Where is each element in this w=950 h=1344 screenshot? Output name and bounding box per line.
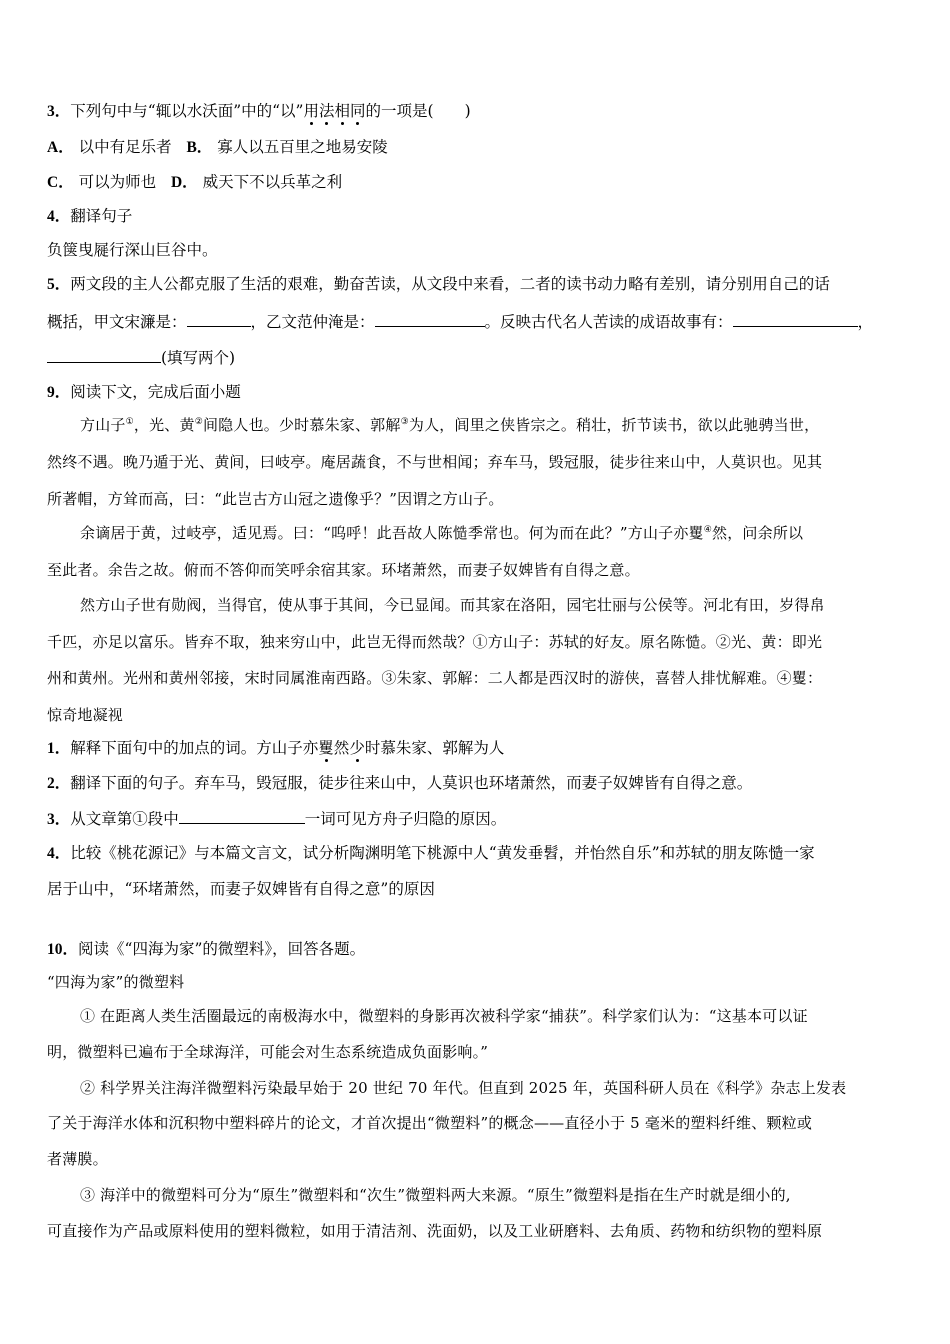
q4-number: 4． (47, 208, 71, 225)
q5-text-2b: ，乙文范仲淹是： (250, 313, 375, 331)
text-segment: 从文章第①段中 (70, 810, 179, 828)
sub-question-number: 2． (47, 775, 71, 792)
q9-title (47, 381, 910, 404)
q5-text-2c: 。反映古代名人苦读的成语故事有： (484, 313, 733, 331)
q9-passage-p3-line4: 惊奇地凝视 (47, 706, 124, 724)
dotted-char: 矍 (318, 739, 334, 757)
option-a-label: A． (47, 139, 74, 156)
q3-number: 3． (47, 103, 71, 120)
q9-sub2 (47, 772, 910, 795)
q10-p2-line3: 者薄膜。 (47, 1150, 108, 1168)
q5-text-3: (填写两个) (161, 349, 236, 367)
answer-blank[interactable] (375, 310, 485, 327)
text-segment: 间隐人也。少时慕朱家、郭解 (202, 416, 401, 434)
text-segment: 为人，闾里之侠皆宗之。稍壮，折节读书，欲以此驰骋当世， (408, 416, 820, 434)
q9-passage-p1-line1 (80, 414, 910, 436)
q9-sub4-line2: 居于山中，“环堵萧然，而妻子奴婢皆有自得之意”的原因 (47, 880, 435, 898)
q5-text-2d: ， (857, 313, 874, 331)
q5-line3 (47, 346, 910, 369)
text-segment: 翻译下面的句子。弃车马，毁冠服，徒步往来山中，人莫识也环堵萧然，而妻子奴婢皆有自得之意。 (70, 774, 753, 792)
footnote-marker: ① (125, 417, 134, 427)
q10-p3-line1: ③ 海洋中的微塑料可分为“原生”微塑料和“次生”微塑料两大来源。“原生”微塑料是指在生产时就是细小的, (80, 1186, 791, 1204)
answer-blank[interactable] (179, 807, 305, 824)
q5-text-1: 两文段的主人公都克服了生活的艰难，勤奋苦读，从文段中来看，二者的读书动力略有差别，请分别用自己的话 (70, 275, 830, 293)
answer-blank[interactable] (187, 310, 251, 327)
sub-question-number: 3． (47, 811, 71, 828)
q10-p2-line1: ② 科学界关注海洋微塑料污染最早始于 20 世纪 70 年代。但直到 2025 年，英国科研人员在《科学》杂志上发表 (80, 1079, 847, 1097)
q10-p2-line2: 了关于海洋水体和沉积物中塑料碎片的论文，才首次提出“微塑料”的概念——直径小于 5 毫米的塑料纤维、颗粒或 (47, 1114, 813, 1132)
q3-dotted-char: 法 (318, 102, 335, 120)
sub-question-number: 4． (47, 845, 71, 862)
q10-p3-line2: 可直接作为产品或原料使用的塑料微粒，如用于清洁剂、洗面奶，以及工业研磨料、去角质、药物和纺织物的塑料原 (47, 1222, 823, 1240)
text-segment: 余谪居于黄，过岐亭，适见焉。曰：“呜呼！此吾故人陈慥季常也。何为而在此？”方山子亦矍 (80, 524, 704, 542)
q5-line1 (47, 273, 910, 296)
q9-passage-p1-line3: 所著帽，方耸而高，曰：“此岂古方山冠之遗像乎？”因谓之方山子。 (47, 490, 504, 508)
option-d-text: 威天下不以兵革之利 (202, 173, 343, 191)
dotted-char: 少 (349, 739, 365, 757)
q9-passage-p1-line2: 然终不遇。晚乃遁于光、黄间，曰岐亭。庵居蔬食，不与世相闻；弃车马，毁冠服，徒步往来山中，人莫识也。见其 (47, 453, 823, 471)
q3-dotted-char: 相 (334, 102, 351, 120)
q5-line2 (47, 310, 910, 333)
q5-number: 5． (47, 276, 71, 293)
answer-blank[interactable] (733, 310, 858, 327)
q3-dotted-char: 用 (303, 102, 319, 120)
option-b-label: B． (186, 139, 213, 156)
q9-passage-p3-line2: 千匹，亦足以富乐。皆弃不取，独来穷山中，此岂无得而然哉？①方山子：苏轼的好友。原名陈慥。②光、黄：即光 (47, 633, 823, 651)
q10-number: 10． (47, 941, 79, 958)
q3-options-cd (47, 171, 910, 194)
text-segment: ，光、黄 (133, 416, 195, 434)
q4-sentence: 负箧曳屣行深山巨谷中。 (47, 241, 218, 259)
q10-p1-line2: 明，微塑料已遍布于全球海洋，可能会对生态系统造成负面影响。” (47, 1043, 489, 1061)
text-segment: 一词可见方舟子归隐的原因。 (304, 810, 507, 828)
q3-stem-text-a: 下列句中与“辄以水沃面”中的“以” (70, 102, 304, 120)
text-segment: 方山子 (80, 416, 126, 434)
footnote-marker: ③ (400, 417, 409, 427)
text-segment: 时慕朱家、郭解为人 (364, 739, 505, 757)
sub-question-number: 1． (47, 740, 71, 757)
q3-stem-text-b: 的一项是( ) (365, 102, 471, 120)
footnote-marker: ② (194, 417, 203, 427)
text-segment: 比较《桃花源记》与本篇文言文，试分析陶渊明笔下桃源中人“黄发垂髫，并怡然自乐”和苏轼的朋友陈慥一家 (70, 844, 815, 862)
q5-text-2a: 概括，甲文宋濂是： (47, 313, 187, 331)
text-segment: 然 (333, 739, 350, 757)
q10-article-title: “四海为家”的微塑料 (47, 973, 185, 991)
option-b-text: 寡人以五百里之地易安陵 (217, 138, 388, 156)
q9-passage-p3-line1: 然方山子世有勋阀，当得官，使从事于其间，今已显闻。而其家在洛阳，园宅壮丽与公侯等。河北有田，岁得帛 (80, 596, 825, 614)
text-segment: 解释下面句中的加点的词。方山子亦 (70, 739, 319, 757)
q9-sub4-line1 (47, 842, 910, 865)
text-segment: 阅读《“四海为家”的微塑料》，回答各题。 (78, 940, 366, 958)
answer-blank[interactable] (47, 346, 161, 363)
option-c-label: C． (47, 174, 74, 191)
q9-sub1 (47, 737, 910, 760)
q9-passage-p2-line1 (80, 522, 910, 544)
q10-title (47, 938, 910, 961)
q4-title-text: 翻译句子 (70, 207, 133, 225)
q3-dotted-char: 同 (350, 102, 366, 120)
text-segment: 然，问余所以 (712, 524, 804, 542)
q10-p1-line1: ① 在距离人类生活圈最远的南极海水中，微塑料的身影再次被科学家“捕获”。科学家们认为：“这基本可以证 (80, 1007, 808, 1025)
q3-options-ab (47, 136, 910, 159)
option-d-label: D． (170, 174, 198, 191)
q9-number: 9． (47, 384, 71, 401)
q9-passage-p3-line3: 州和黄州。光州和黄州邻接，宋时同属淮南西路。③朱家、郭解：二人都是西汉时的游侠，喜替人排忧解难。④矍： (47, 669, 823, 687)
footnote-marker: ④ (703, 525, 713, 535)
q9-title-text: 阅读下文，完成后面小题 (70, 383, 241, 401)
q9-passage-p2-line2: 至此者。余告之故。俯而不答仰而笑呼余宿其家。环堵萧然，而妻子奴婢皆有自得之意。 (47, 561, 640, 579)
option-c-text: 可以为师也 (78, 173, 157, 191)
option-a-text: 以中有足乐者 (78, 138, 172, 156)
q4-title (47, 205, 910, 228)
q9-sub3 (47, 807, 910, 831)
q3-stem (47, 100, 910, 123)
